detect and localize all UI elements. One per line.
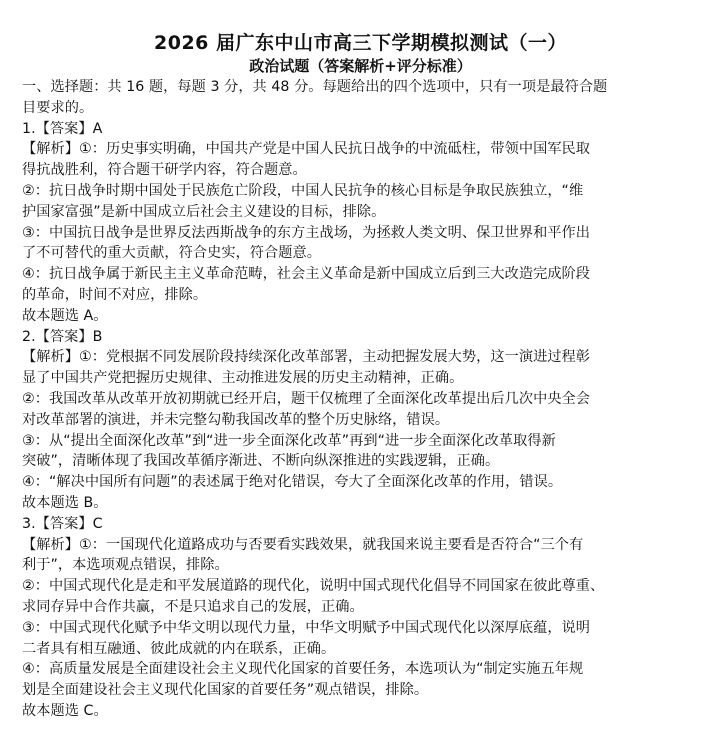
explanation-line: ②：中国式现代化是走和平发展道路的现代化，说明中国式现代化倡导不同国家在彼此尊重、 [22, 578, 605, 595]
explanation-line: 划是全面建设社会主义现代化国家的首要任务”观点错误，排除。 [22, 682, 429, 699]
explanation-line: 利于”，本选项观点错误，排除。 [22, 557, 229, 574]
question-3 [22, 514, 699, 722]
explanation-line: 的革命，时间不对应，排除。 [22, 286, 208, 303]
document-subtitle: 政治试题（答案解析+评分标准） [249, 57, 472, 75]
answer-line: 1.【答案】A [22, 120, 103, 137]
section-line: 目要求的。 [22, 99, 94, 116]
question-1 [22, 119, 699, 327]
answer-line: 2.【答案】B [22, 328, 103, 345]
explanation-line: 得抗战胜利，符合题干研学内容，符合题意。 [22, 162, 307, 179]
explanation-line: 【解析】①：党根据不同发展阶段持续深化改革部署，主动把握发展大势，这一演进过程彰 [22, 349, 591, 366]
section-line: 一、选择题：共 16 题，每题 3 分，共 48 分。每题给出的四个选项中，只有一项是最符合题 [22, 79, 608, 95]
explanation-line: ③：从“提出全面深化改革”到“进一步全面深化改革”再到“进一步全面深化改革取得新 [22, 432, 556, 449]
conclusion-line: 故本题选 B。 [22, 494, 108, 511]
document-body [22, 77, 699, 722]
answer-line: 3.【答案】C [22, 515, 103, 532]
explanation-line: 对改革部署的演进，并未完整勾勒我国改革的整个历史脉络，错误。 [22, 411, 450, 428]
explanation-line: 护国家富强”是新中国成立后社会主义建设的目标，排除。 [22, 203, 386, 220]
conclusion-line: 故本题选 C。 [22, 702, 108, 719]
explanation-line: ③：中国抗日战争是世界反法西斯战争的东方主战场，为拯救人类文明、保卫世界和平作出 [22, 224, 591, 241]
explanation-line: 显了中国共产党把握历史规律、主动推进发展的历史主动精神，正确。 [22, 370, 464, 387]
explanation-line: ②：我国改革从改革开放初期就已经开启，题干仅梳理了全面深化改革提出后几次中央全会 [22, 390, 591, 407]
explanation-line: 【解析】①：历史事实明确，中国共产党是中国人民抗日战争的中流砥柱，带领中国军民取 [22, 141, 591, 158]
explanation-line: ②：抗日战争时期中国处于民族危亡阶段，中国人民抗争的核心目标是争取民族独立，“维 [22, 182, 584, 199]
document-title: 2026 届广东中山市高三下学期模拟测试（一） [154, 32, 567, 54]
explanation-line: 【解析】①：一国现代化道路成功与否要看实践效果，就我国来说主要看是否符合“三个有 [22, 536, 584, 553]
explanation-line: ④：抗日战争属于新民主主义革命范畴，社会主义革命是新中国成立后到三大改造完成阶段 [22, 266, 591, 283]
explanation-line: 求同存异中合作共赢，不是只追求自己的发展，正确。 [22, 598, 364, 615]
section-instructions [22, 77, 699, 119]
explanation-line: ③：中国式现代化赋予中华文明以现代力量，中华文明赋予中国式现代化以深厚底蕴，说明 [22, 619, 591, 636]
explanation-line: ④：高质量发展是全面建设社会主义现代化国家的首要任务，本选项认为“制定实施五年规 [22, 661, 584, 678]
explanation-line: 了不可替代的重大贡献，符合史实，符合题意。 [22, 245, 321, 262]
explanation-line: 二者具有相互融通、彼此成就的内在联系，正确。 [22, 640, 336, 657]
explanation-line: ④：“解决中国所有问题”的表述属于绝对化错误，夸大了全面深化改革的作用，错误。 [22, 474, 563, 491]
conclusion-line: 故本题选 A。 [22, 307, 108, 324]
question-2 [22, 327, 699, 514]
explanation-line: 突破”，清晰体现了我国改革循序渐进、不断向纵深推进的实践逻辑，正确。 [22, 453, 500, 470]
